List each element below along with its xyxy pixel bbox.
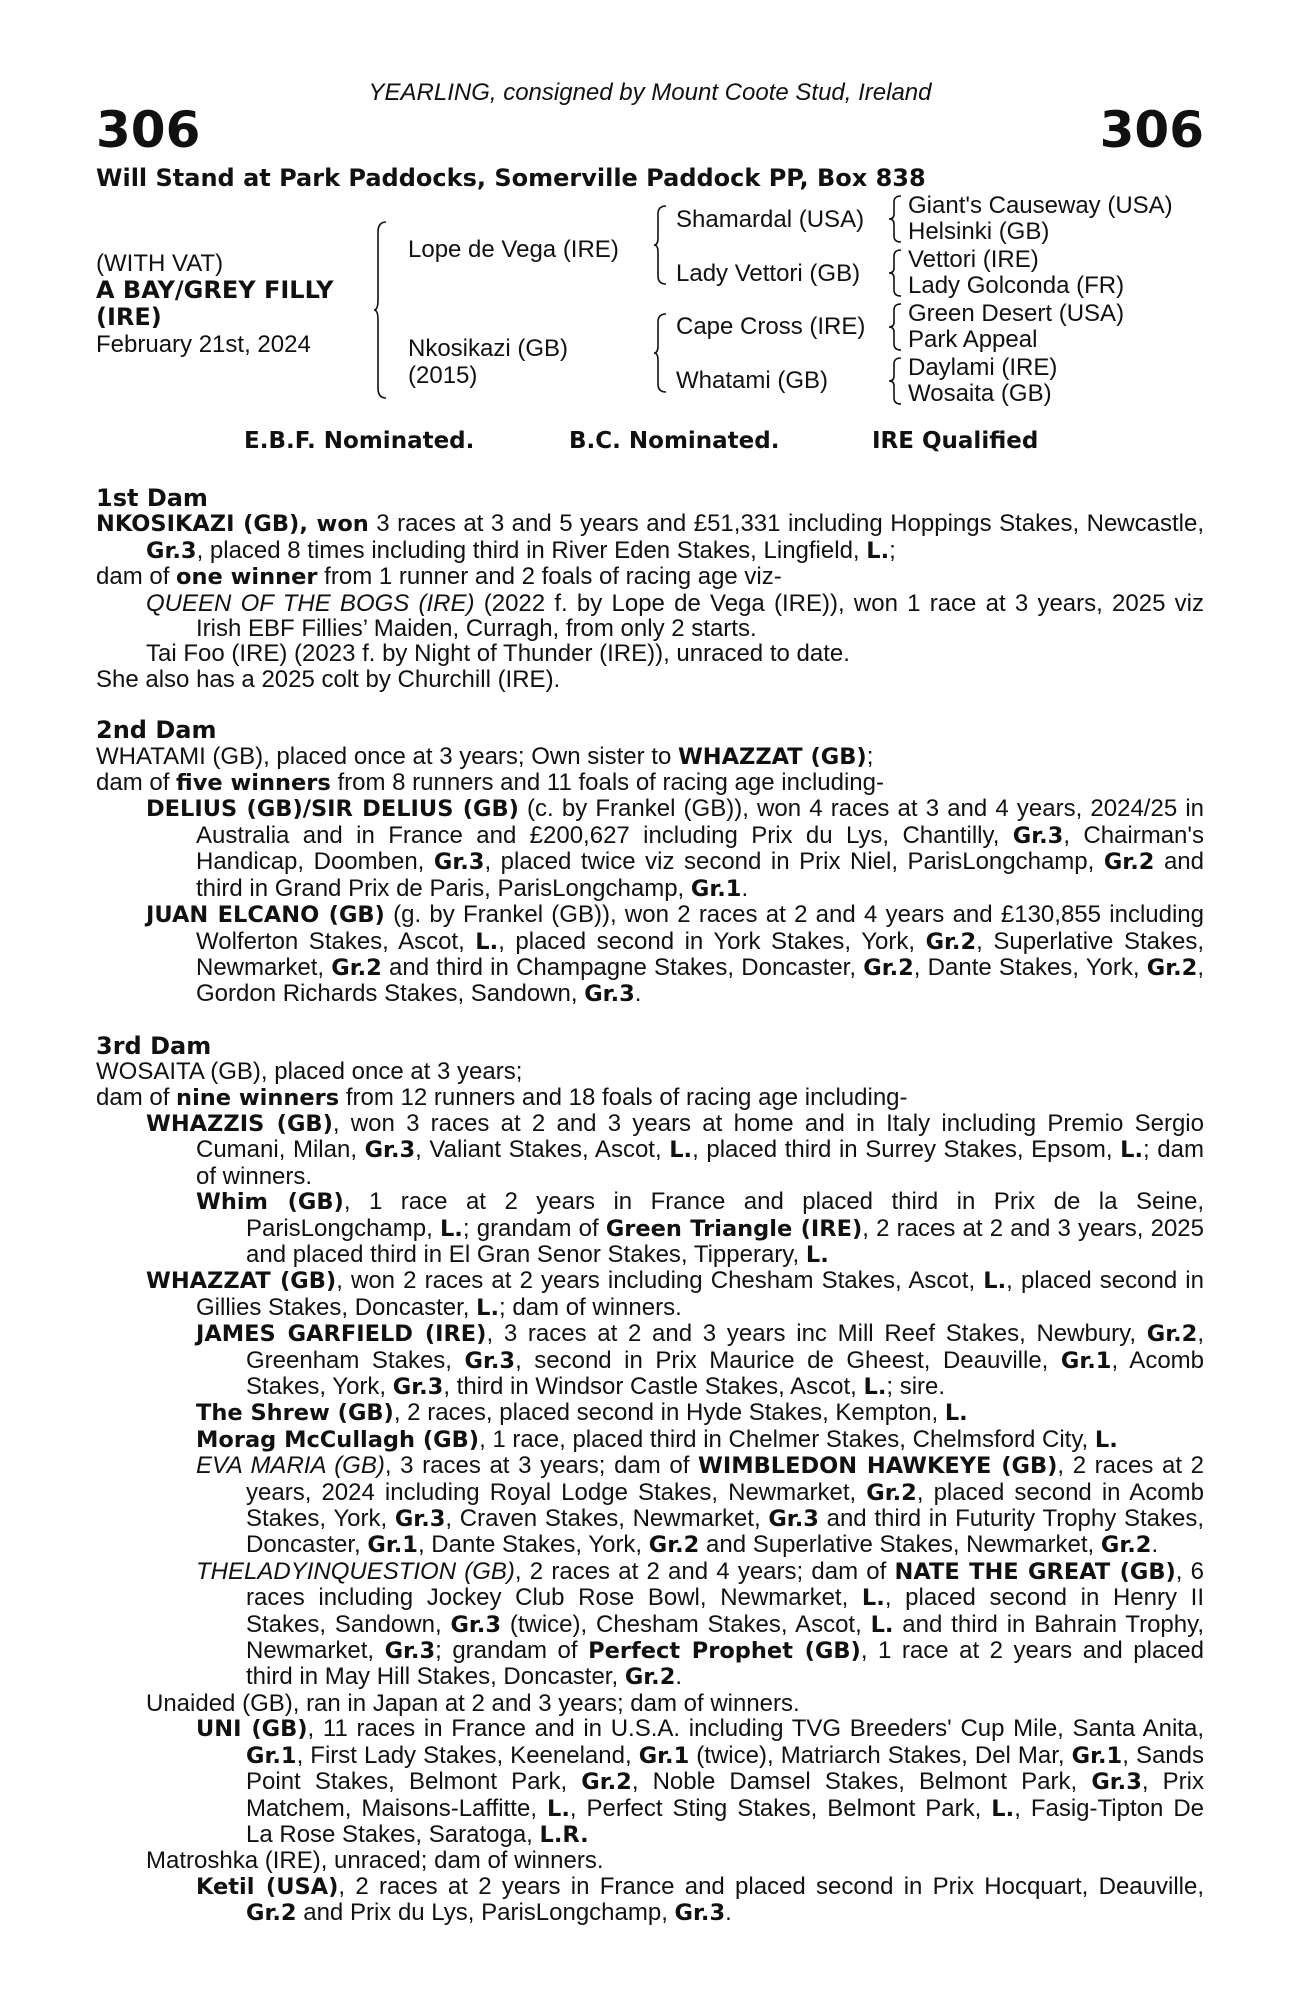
ds-dam: Park Appeal <box>908 326 1038 353</box>
ds-sire: Green Desert (USA) <box>908 300 1125 327</box>
progeny-delius: DELIUS (GB)/SIR DELIUS (GB) (c. by Frankel (GB)), won 4 races at 3 and 4 years, 2024/25 in Australia and in France and £200,627 including Prix du Lys, Chantilly, Gr.3, Chairman's Handicap, Doomben, Gr.3, placed twice viz second in Prix Niel, ParisLongchamp, Gr.2 and third in Grand Prix de Paris, ParisLongchamp, Gr.1. <box>146 795 1204 902</box>
second-dam-heading: 2nd Dam <box>96 716 217 745</box>
ire-qualified: IRE Qualified <box>872 428 1039 454</box>
horse-description: A BAY/GREY FILLY <box>96 276 334 304</box>
dam-sire: Cape Cross (IRE) <box>676 313 866 340</box>
catalogue-page <box>96 78 1204 1927</box>
progeny-the-shrew: The Shrew (GB), 2 races, placed second in Hyde Stakes, Kempton, L. <box>196 1399 968 1427</box>
produce-record <box>96 486 1204 1927</box>
first-dam-also: She also has a 2025 colt by Churchill (IRE). <box>96 665 561 693</box>
first-dam-produce: dam of one winner from 1 runner and 2 foals of racing age viz- <box>96 563 782 591</box>
brace-ss <box>889 194 903 244</box>
nominations-row <box>96 422 1204 466</box>
dd-dam: Wosaita (GB) <box>908 380 1052 407</box>
brace-dam <box>654 312 668 394</box>
progeny-matroshka: Matroshka (IRE), unraced; dam of winners. <box>146 1847 604 1875</box>
foaling-date: February 21st, 2024 <box>96 331 311 358</box>
bc-nominated: B.C. Nominated. <box>569 428 780 454</box>
sire-dam: Lady Vettori (GB) <box>676 260 861 287</box>
brace-sd <box>889 248 903 298</box>
first-dam-heading: 1st Dam <box>96 484 208 512</box>
brace-dd <box>889 356 903 406</box>
progeny-unaided: Unaided (GB), ran in Japan at 2 and 3 years; dam of winners. <box>146 1689 800 1717</box>
ss-dam: Helsinki (GB) <box>908 218 1050 245</box>
lot-number-left: 306 <box>96 101 201 159</box>
second-dam-entry: WHATAMI (GB), placed once at 3 years; Own sister to WHAZZAT (GB); <box>96 742 874 770</box>
ss-sire: Giant's Causeway (USA) <box>908 192 1173 219</box>
first-dam-entry: NKOSIKAZI (GB), won 3 races at 3 and 5 years and £51,331 including Hoppings Stakes, Newcastle, Gr.3, placed 8 times including third in River Eden Stakes, Lingfield, L.; <box>96 510 1205 564</box>
brace-sire <box>654 204 668 286</box>
brace-col1 <box>374 220 388 400</box>
stand-location: Will Stand at Park Paddocks, Somerville Paddock PP, Box 838 <box>96 164 926 192</box>
progeny-whazzis: WHAZZIS (GB), won 3 races at 2 and 3 years at home and in Italy including Premio Sergio Cumani, Milan, Gr.3, Valiant Stakes, Ascot, L., placed third in Surrey Stakes, Epsom, L.; dam of winners. <box>146 1109 1204 1190</box>
second-dam-produce: dam of five winners from 8 runners and 11 foals of racing age including- <box>96 769 884 797</box>
progeny-morag-mccullagh: Morag McCullagh (GB), 1 race, placed third in Chelmer Stakes, Chelmsford City, L. <box>196 1425 1118 1453</box>
pedigree-table <box>96 192 1204 422</box>
consignment-line: YEARLING, consigned by Mount Coote Stud, Ireland <box>368 79 932 106</box>
lot-number-right: 306 <box>1099 101 1204 159</box>
third-dam-entry: WOSAITA (GB), placed once at 3 years; <box>96 1058 523 1086</box>
first-dam-progeny-2: Tai Foo (IRE) (2023 f. by Night of Thunder (IRE)), unraced to date. <box>146 640 850 668</box>
progeny-uni: UNI (GB), 11 races in France and in U.S.A. including TVG Breeders' Cup Mile, Santa Anita, Gr.1, First Lady Stakes, Keeneland, Gr.1 (twice), Matriarch Stakes, Del Mar, Gr.1, Sands Point Stakes, Belmont Park, Gr.2, Noble Damsel Stakes, Belmont Park, Gr.3, Prix Matchem, Maisons-Laffitte, L., Perfect Sting Stakes, Belmont Park, L., Fasig-Tipton De La Rose Stakes, Saratoga, L.R. <box>196 1715 1204 1848</box>
horse-description-origin: (IRE) <box>96 303 162 331</box>
sire: Lope de Vega (IRE) <box>408 236 619 263</box>
sd-sire: Vettori (IRE) <box>908 246 1039 273</box>
dam: Nkosikazi (GB) <box>408 335 569 362</box>
lot-number-row <box>96 101 1204 164</box>
progeny-theladyinquestion: THELADYINQUESTION (GB), 2 races at 2 and 4 years; dam of NATE THE GREAT (GB), 6 races including Jockey Club Rose Bowl, Newmarket, L., placed second in Henry II Stakes, Sandown, Gr.3 (twice), Chesham Stakes, Ascot, L. and third in Bahrain Trophy, Newmarket, Gr.3; grandam of Perfect Prophet (GB), 1 race at 2 years and placed third in May Hill Stakes, Doncaster, Gr.2. <box>196 1557 1205 1691</box>
progeny-juan-elcano: JUAN ELCANO (GB) (g. by Frankel (GB)), won 2 races at 2 and 4 years and £130,855 including Wolferton Stakes, Ascot, L., placed second in York Stakes, York, Gr.2, Superlative Stakes, Newmarket, Gr.2 and third in Champagne Stakes, Doncaster, Gr.2, Dante Stakes, York, Gr.2, Gordon Richards Stakes, Sandown, Gr.3. <box>146 901 1205 1008</box>
vat-note: (WITH VAT) <box>96 250 224 277</box>
dam-dam: Whatami (GB) <box>676 367 829 394</box>
brace-ds <box>889 302 903 352</box>
progeny-james-garfield: JAMES GARFIELD (IRE), 3 races at 2 and 3 years inc Mill Reef Stakes, Newbury, Gr.2, Greenham Stakes, Gr.3, second in Prix Maurice de Gheest, Deauville, Gr.1, Acomb Stakes, York, Gr.3, third in Windsor Castle Stakes, Ascot, L.; sire. <box>196 1320 1205 1400</box>
third-dam-produce: dam of nine winners from 12 runners and 18 foals of racing age including- <box>96 1083 908 1111</box>
sire-sire: Shamardal (USA) <box>676 206 865 233</box>
sd-dam: Lady Golconda (FR) <box>908 272 1125 299</box>
dd-sire: Daylami (IRE) <box>908 354 1058 381</box>
progeny-whim: Whim (GB), 1 race at 2 years in France and placed third in Prix de la Seine, ParisLongchamp, L.; grandam of Green Triangle (IRE), 2 races at 2 and 3 years, 2025 and placed third in El Gran Senor Stakes, Tipperary, L. <box>196 1188 1204 1268</box>
progeny-eva-maria: EVA MARIA (GB), 3 races at 3 years; dam of WIMBLEDON HAWKEYE (GB), 2 races at 2 years, 2024 including Royal Lodge Stakes, Newmarket, Gr.2, placed second in Acomb Stakes, York, Gr.3, Craven Stakes, Newmarket, Gr.3 and third in Futurity Trophy Stakes, Doncaster, Gr.1, Dante Stakes, York, Gr.2 and Superlative Stakes, Newmarket, Gr.2. <box>196 1452 1204 1559</box>
progeny-whazzat: WHAZZAT (GB), won 2 races at 2 years including Chesham Stakes, Ascot, L., placed second in Gillies Stakes, Doncaster, L.; dam of winners. <box>146 1267 1204 1321</box>
ebf-nominated: E.B.F. Nominated. <box>244 428 475 454</box>
third-dam-heading: 3rd Dam <box>96 1031 212 1060</box>
first-dam-progeny-1: QUEEN OF THE BOGS (IRE) (2022 f. by Lope de Vega (IRE)), won 1 race at 3 years, 2025 viz Irish EBF Fillies’ Maiden, Curragh, from only 2 starts. <box>146 589 1204 643</box>
progeny-ketil: Ketil (USA), 2 races at 2 years in France and placed second in Prix Hocquart, Deauville, Gr.2 and Prix du Lys, ParisLongchamp, Gr.3. <box>196 1872 1204 1927</box>
dam-year: (2015) <box>408 362 478 389</box>
